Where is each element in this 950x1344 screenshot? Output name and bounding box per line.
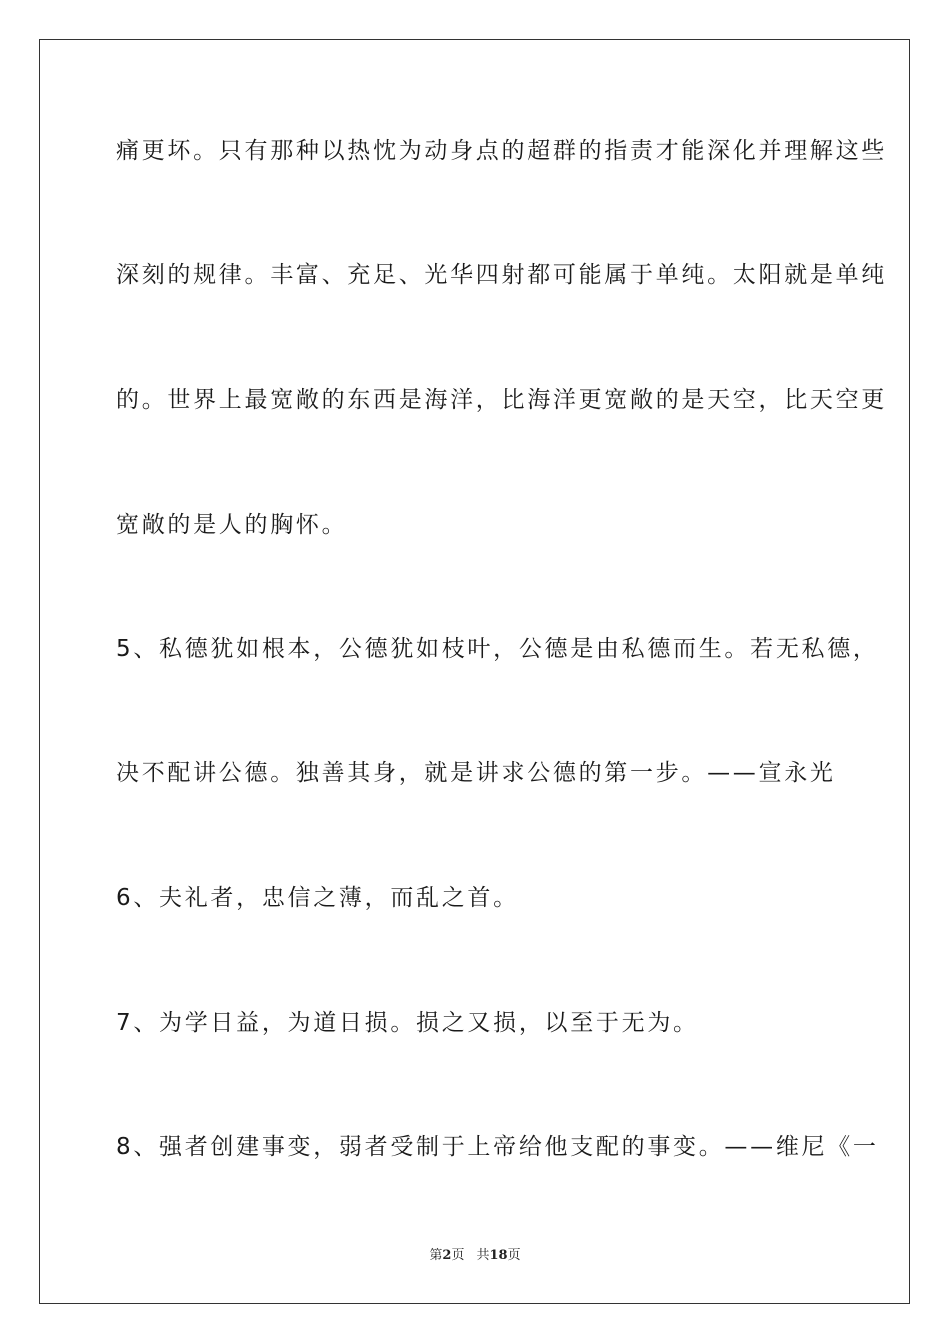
body-line-1: 痛更坏。只有那种以热忱为动身点的超群的指责才能深化并理解这些 — [116, 138, 887, 164]
body-line-6: 决不配讲公德。独善其身，就是讲求公德的第一步。——宣永光 — [116, 760, 836, 786]
page-footer — [0, 1247, 950, 1265]
body-line-7: 6、夫礼者，忠信之薄，而乱之首。 — [116, 885, 519, 911]
page-label-prefix: 第 — [429, 1248, 443, 1263]
total-pages: 18 — [489, 1248, 508, 1263]
page-border — [39, 39, 910, 1304]
body-line-5: 5、私德犹如根本，公德犹如枝叶，公德是由私德而生。若无私德， — [116, 636, 879, 662]
body-line-3: 的。世界上最宽敞的东西是海洋，比海洋更宽敞的是天空，比天空更 — [116, 387, 887, 413]
body-line-4: 宽敞的是人的胸怀。 — [116, 512, 348, 538]
total-label-prefix: 共 — [476, 1248, 490, 1263]
total-label-suffix: 页 — [507, 1248, 521, 1263]
page-label-suffix: 页 — [451, 1248, 465, 1263]
body-line-8: 7、为学日益，为道日损。损之又损，以至于无为。 — [116, 1010, 699, 1036]
page-number: 2 — [442, 1248, 452, 1263]
body-line-2: 深刻的规律。丰富、充足、光华四射都可能属于单纯。太阳就是单纯 — [116, 262, 887, 288]
body-line-9: 8、强者创建事变，弱者受制于上帝给他支配的事变。——维尼《一 — [116, 1134, 879, 1160]
